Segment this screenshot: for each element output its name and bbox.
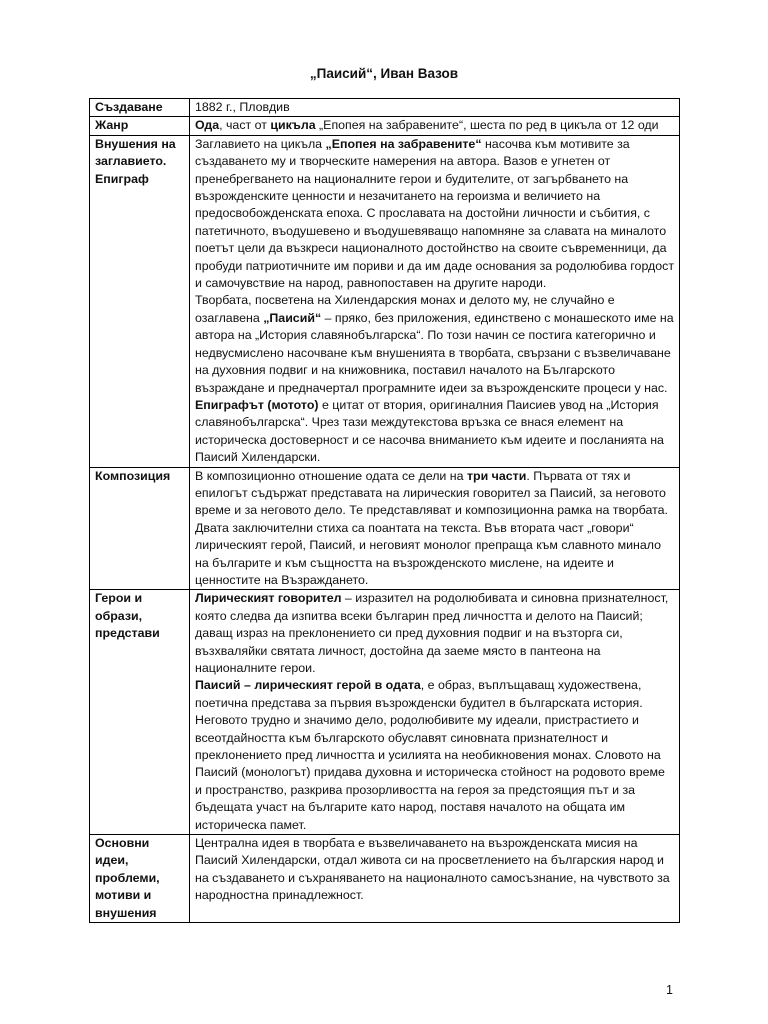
bold-text-run: „Епопея на забравените“ <box>325 136 482 151</box>
text-run: , част от <box>219 118 271 133</box>
table-body <box>90 99 680 923</box>
bold-text-run: Лирическият говорител <box>195 591 342 606</box>
text-run: е цитат от втория, оригиналния Паисиев увод на „История славянобългарска“. Чрез тази междутекстова връзка се внася елемент на историческа достоверност и се насочва вниманието към идеите и посланията на Паисий Хилендарски. <box>195 397 664 465</box>
table-row <box>90 135 680 467</box>
text-run: Творбата, посветена на Хилендарския монах и делото му, не случайно е озаглавена <box>195 293 615 325</box>
table-row <box>90 467 680 590</box>
text-run: . Първата от тях и епилогът съдържат представата на лирическия говорител за Паисий, за неговото време и за неговото дело. Те представляват и композиционна рамка на творбата. Двата заключителни стиха са поантата на текста. Във втората част „говори“ лирическият герой, Паисий, и неговият монолог препраща към славното минало на българите и към същността на възрожденското мислене, на идеите и ценностите на Възраждането. <box>195 468 668 587</box>
row-content <box>190 590 680 835</box>
row-content <box>190 135 680 467</box>
text-run: насочва към мотивите за създаването му и творческите намерения на автора. Вазов е угнетен от пренебрегването на националните герои и будителите, от загърбването на възрожденските ценности и незачитането на героизма и величието на предосвобожденската епоха. С прославата на достойни личности и събития, с патетичното, въодушевено и въодушевяващо напомняне за славата на миналото поетът цели да възкреси националното достойнство на своите съвременници, да пробуди патриотичните им пориви и да им даде основания за родолюбива гордост и самочувствие на народ, равнопоставен на другите народи. <box>195 136 675 291</box>
page-number: 1 <box>666 983 673 997</box>
row-label: Жанр <box>90 117 190 135</box>
row-label: Основни идеи, проблеми, мотиви и внушения <box>90 835 190 923</box>
row-content <box>190 835 680 923</box>
overview-table <box>89 98 680 923</box>
bold-text-run: Ода <box>195 118 220 133</box>
content-paragraph <box>195 117 675 134</box>
bold-text-run: „Паисий“ <box>263 310 322 325</box>
row-label: Внушения на заглавието. Епиграф <box>90 135 190 467</box>
row-label: Композиция <box>90 467 190 590</box>
row-label: Герои и образи, представи <box>90 590 190 835</box>
bold-text-run: цикъла <box>270 118 316 133</box>
content-paragraph <box>195 397 675 467</box>
page-title: „Паисий“, Иван Вазов <box>309 66 459 81</box>
text-run: Заглавието на цикъла <box>195 136 326 151</box>
content-paragraph <box>195 99 675 116</box>
text-run: В композиционно отношение одата се дели на <box>195 468 467 483</box>
content-paragraph <box>195 136 675 293</box>
content-paragraph <box>195 835 675 905</box>
row-content <box>190 467 680 590</box>
text-run: „Епопея на забравените“, шеста по ред в цикъла от 12 оди <box>315 118 659 133</box>
content-paragraph <box>195 468 675 590</box>
content-paragraph <box>195 292 675 396</box>
content-paragraph <box>195 677 675 834</box>
text-run: , е образ, въплъщаващ художествена, поетична представа за първия възрожденски будител в българската история. Неговото трудно и значимо дело, родолюбивите му идеали, пристрастието и всеотдайността към българското обуславят синовната признателност и преклонението пред личността и усилията на необикновения монах. Словото на Паисий (монологът) придава духовна и историческа стойност на родовото време и пространство, разкрива прозорливостта на героя за предстоящия път и за бъдещата участ на българите като народ, поставя началото на общата им историческа памет. <box>195 678 665 832</box>
bold-text-run: Паисий – лирическият герой в одата <box>195 678 421 693</box>
row-label: Създаване <box>90 99 190 117</box>
row-content <box>190 117 680 135</box>
text-run: – изразител на родолюбивата и синовна признателност, която следва да изпитва всеки българин пред личността и делото на Паисий; даващ израз на преклонението си пред духовния подвиг и на възторга си, възхваляйки святата личност, достойна да заеме място в пантеона на националните герои. <box>195 591 669 675</box>
text-run: Централна идея в творбата е възвеличаването на възрожденската мисия на Паисий Хилендарски, отдал живота си на просветлението на българския народ и на създаването и съхраняването на националното самосъзнание, на чувството за народностна принадлежност. <box>195 836 670 903</box>
content-paragraph <box>195 590 675 677</box>
table-row <box>90 117 680 135</box>
table-row <box>90 99 680 117</box>
row-content <box>190 99 680 117</box>
table-row <box>90 835 680 923</box>
bold-text-run: три части <box>466 468 527 483</box>
bold-text-run: Епиграфът (мотото) <box>195 397 319 412</box>
text-run: 1882 г., Пловдив <box>195 100 290 114</box>
table-row <box>90 590 680 835</box>
text-run: – пряко, без приложения, единствено с монашеското име на автора на „История славянобългарска“. По този начин се постига категорично и недвусмислено насочване към внушенията в творбата, свързани с възвеличаване на духовния подвиг и на книжовника, поставил началото на Българското възраждане и предначертал програмните идеи за възрожденските процеси у нас. <box>195 310 674 395</box>
